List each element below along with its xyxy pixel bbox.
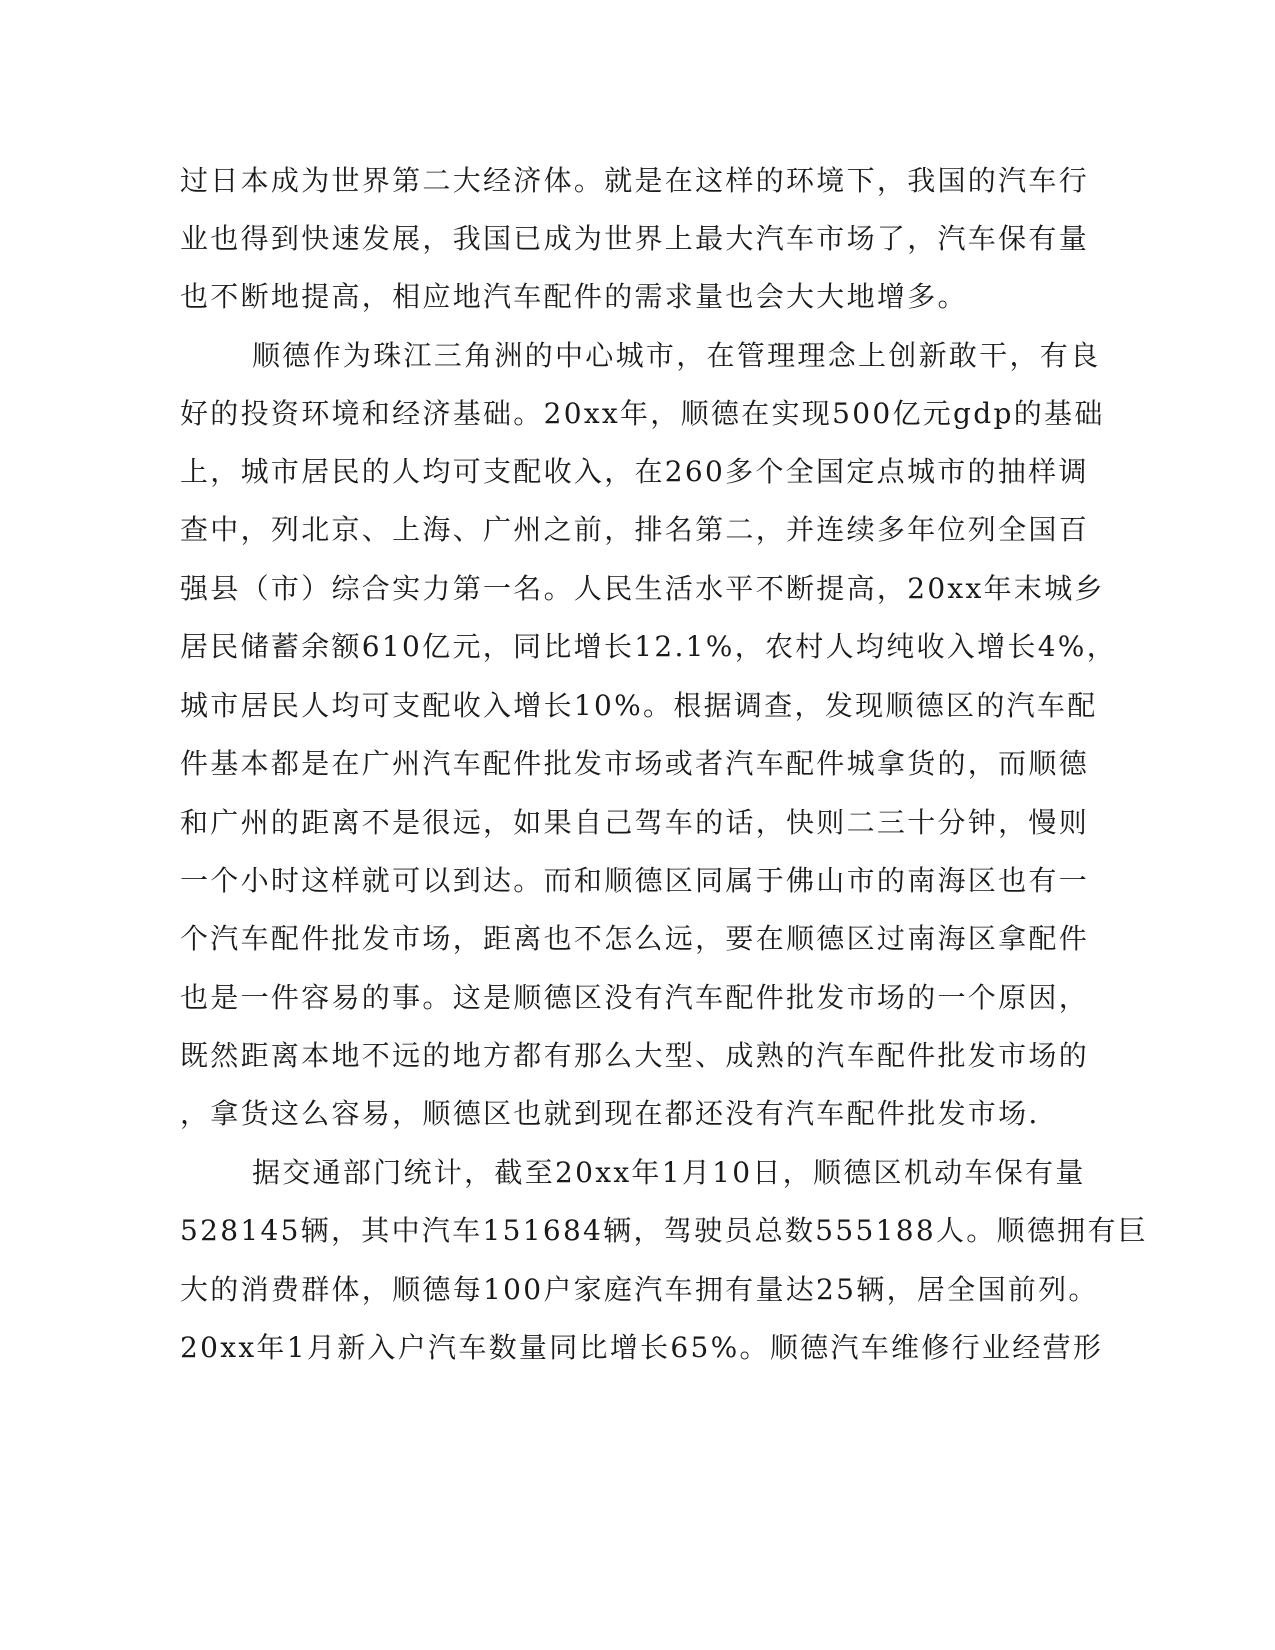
text-line: 也不断地提高，相应地汽车配件的需求量也会大大地增多。 (180, 280, 968, 313)
text-line: 件基本都是在广州汽车配件批发市场或者汽车配件城拿货的，而顺德 (180, 747, 1090, 780)
text-line: 20xx年1月新入户汽车数量同比增长65%。顺德汽车维修行业经营形 (180, 1331, 1104, 1364)
text-line: 城市居民人均可支配收入增长10%。根据调查，发现顺德区的汽车配 (180, 689, 1098, 722)
text-line: 业也得到快速发展，我国已成为世界上最大汽车市场了，汽车保有量 (180, 222, 1090, 255)
paragraph-start-line: 据交通部门统计，截至20xx年1月10日，顺德区机动车保有量 (252, 1156, 1086, 1189)
text-line: ，拿货这么容易，顺德区也就到现在都还没有汽车配件批发市场. (180, 1097, 1040, 1130)
text-line: 个汽车配件批发市场，距离也不怎么远，要在顺德区过南海区拿配件 (180, 922, 1090, 955)
text-line: 一个小时这样就可以到达。而和顺德区同属于佛山市的南海区也有一 (180, 864, 1090, 897)
text-line: 和广州的距离不是很远，如果自己驾车的话，快则二三十分钟，慢则 (180, 806, 1090, 839)
text-line: 上，城市居民的人均可支配收入，在260多个全国定点城市的抽样调 (180, 455, 1089, 488)
text-line: 既然距离本地不远的地方都有那么大型、成熟的汽车配件批发市场的 (180, 1039, 1090, 1072)
text-line: 也是一件容易的事。这是顺德区没有汽车配件批发市场的一个原因， (180, 981, 1090, 1014)
text-line: 528145辆，其中汽车151684辆，驾驶员总数555188人。顺德拥有巨 (180, 1214, 1149, 1247)
text-line: 查中，列北京、上海、广州之前，排名第二，并连续多年位列全国百 (180, 513, 1090, 546)
text-line: 强县（市）综合实力第一名。人民生活水平不断提高，20xx年末城乡 (180, 572, 1105, 605)
text-line: 过日本成为世界第二大经济体。就是在这样的环境下，我国的汽车行 (180, 164, 1090, 197)
text-line: 好的投资环境和经济基础。20xx年，顺德在实现500亿元gdp的基础 (180, 397, 1105, 430)
paragraph-start-line: 顺德作为珠江三角洲的中心城市，在管理理念上创新敢干，有良 (252, 339, 1101, 372)
text-line: 居民储蓄余额610亿元，同比增长12.1%，农村人均纯收入增长4%， (180, 630, 1118, 663)
text-line: 大的消费群体，顺德每100户家庭汽车拥有量达25辆，居全国前列。 (180, 1273, 1099, 1306)
